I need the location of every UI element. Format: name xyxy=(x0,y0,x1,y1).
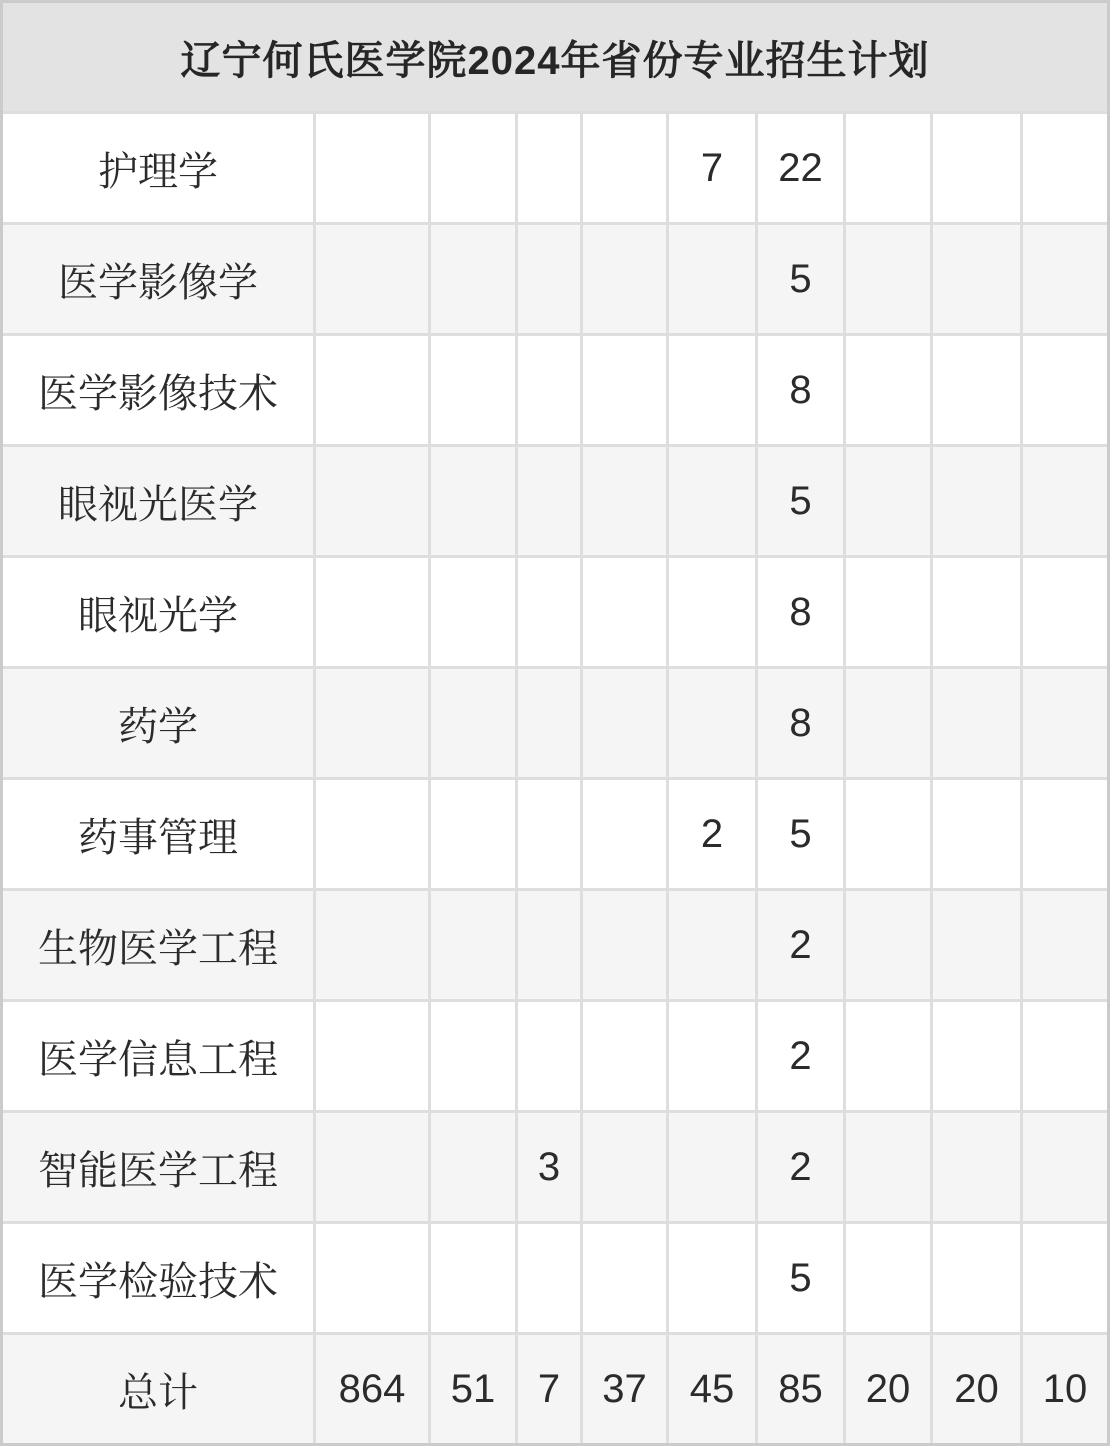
table-row xyxy=(3,669,1107,777)
table-row xyxy=(3,780,1107,888)
value-cell: 37 xyxy=(583,1335,666,1443)
value-cell xyxy=(583,1113,666,1221)
value-cell: 22 xyxy=(758,114,843,222)
table-row xyxy=(3,1113,1107,1221)
value-cell xyxy=(583,1002,666,1110)
value-cell xyxy=(846,1113,930,1221)
value-cell xyxy=(431,225,515,333)
major-name-cell: 眼视光医学 xyxy=(3,447,313,555)
major-name-cell: 智能医学工程 xyxy=(3,1113,313,1221)
value-cell: 10 xyxy=(1023,1335,1107,1443)
value-cell: 7 xyxy=(669,114,755,222)
value-cell xyxy=(431,336,515,444)
value-cell xyxy=(1023,558,1107,666)
table-row xyxy=(3,225,1107,333)
value-cell xyxy=(933,114,1020,222)
value-cell: 2 xyxy=(758,891,843,999)
value-cell xyxy=(431,780,515,888)
value-cell xyxy=(846,780,930,888)
value-cell xyxy=(1023,225,1107,333)
value-cell xyxy=(518,891,580,999)
value-cell xyxy=(1023,1224,1107,1332)
value-cell: 45 xyxy=(669,1335,755,1443)
value-cell: 8 xyxy=(758,336,843,444)
value-cell: 2 xyxy=(669,780,755,888)
major-name-cell: 药学 xyxy=(3,669,313,777)
value-cell: 2 xyxy=(758,1002,843,1110)
value-cell xyxy=(933,780,1020,888)
value-cell xyxy=(316,891,428,999)
major-name-cell: 医学影像学 xyxy=(3,225,313,333)
value-cell xyxy=(518,225,580,333)
value-cell xyxy=(933,225,1020,333)
value-cell xyxy=(846,1002,930,1110)
table-row xyxy=(3,336,1107,444)
value-cell xyxy=(583,1224,666,1332)
value-cell xyxy=(846,225,930,333)
value-cell xyxy=(431,114,515,222)
value-cell xyxy=(846,114,930,222)
table-row xyxy=(3,447,1107,555)
value-cell xyxy=(583,558,666,666)
value-cell xyxy=(431,447,515,555)
value-cell: 5 xyxy=(758,225,843,333)
value-cell xyxy=(316,114,428,222)
value-cell: 20 xyxy=(846,1335,930,1443)
value-cell xyxy=(316,669,428,777)
value-cell xyxy=(933,447,1020,555)
value-cell: 51 xyxy=(431,1335,515,1443)
value-cell xyxy=(669,891,755,999)
major-name-cell: 医学信息工程 xyxy=(3,1002,313,1110)
value-cell xyxy=(933,1002,1020,1110)
value-cell xyxy=(583,891,666,999)
value-cell xyxy=(316,225,428,333)
table-row xyxy=(3,891,1107,999)
value-cell: 5 xyxy=(758,447,843,555)
value-cell xyxy=(316,780,428,888)
value-cell xyxy=(518,669,580,777)
value-cell xyxy=(518,780,580,888)
value-cell xyxy=(846,669,930,777)
major-name-cell: 生物医学工程 xyxy=(3,891,313,999)
value-cell xyxy=(518,336,580,444)
value-cell xyxy=(846,1224,930,1332)
value-cell: 3 xyxy=(518,1113,580,1221)
major-name-cell: 总计 xyxy=(3,1335,313,1443)
value-cell xyxy=(1023,1002,1107,1110)
value-cell xyxy=(583,114,666,222)
value-cell xyxy=(846,336,930,444)
value-cell: 20 xyxy=(933,1335,1020,1443)
value-cell xyxy=(431,1113,515,1221)
value-cell xyxy=(431,669,515,777)
value-cell xyxy=(669,558,755,666)
value-cell xyxy=(669,669,755,777)
value-cell xyxy=(1023,891,1107,999)
value-cell xyxy=(846,891,930,999)
value-cell: 8 xyxy=(758,558,843,666)
value-cell xyxy=(583,669,666,777)
major-name-cell: 医学影像技术 xyxy=(3,336,313,444)
value-cell xyxy=(933,1113,1020,1221)
table-row xyxy=(3,1335,1107,1443)
table-row xyxy=(3,1224,1107,1332)
value-cell: 864 xyxy=(316,1335,428,1443)
major-name-cell: 药事管理 xyxy=(3,780,313,888)
value-cell xyxy=(518,1002,580,1110)
value-cell xyxy=(431,1002,515,1110)
value-cell xyxy=(1023,114,1107,222)
value-cell xyxy=(933,1224,1020,1332)
value-cell xyxy=(583,447,666,555)
value-cell: 8 xyxy=(758,669,843,777)
major-name-cell: 医学检验技术 xyxy=(3,1224,313,1332)
value-cell: 5 xyxy=(758,1224,843,1332)
value-cell xyxy=(669,1113,755,1221)
value-cell xyxy=(316,558,428,666)
value-cell xyxy=(431,1224,515,1332)
value-cell xyxy=(518,558,580,666)
table-row xyxy=(3,1002,1107,1110)
value-cell xyxy=(1023,780,1107,888)
value-cell xyxy=(1023,1113,1107,1221)
value-cell xyxy=(583,225,666,333)
value-cell xyxy=(846,447,930,555)
table-row xyxy=(3,114,1107,222)
value-cell xyxy=(846,558,930,666)
value-cell xyxy=(518,114,580,222)
value-cell xyxy=(669,1224,755,1332)
value-cell xyxy=(583,336,666,444)
value-cell xyxy=(316,1002,428,1110)
value-cell xyxy=(933,669,1020,777)
table-row xyxy=(3,558,1107,666)
value-cell xyxy=(1023,336,1107,444)
value-cell xyxy=(316,1113,428,1221)
value-cell: 2 xyxy=(758,1113,843,1221)
value-cell: 85 xyxy=(758,1335,843,1443)
table-title: 辽宁何氏医学院2024年省份专业招生计划 xyxy=(3,3,1107,111)
value-cell xyxy=(1023,669,1107,777)
value-cell xyxy=(583,780,666,888)
value-cell: 5 xyxy=(758,780,843,888)
value-cell xyxy=(1023,447,1107,555)
value-cell xyxy=(431,891,515,999)
major-name-cell: 眼视光学 xyxy=(3,558,313,666)
value-cell xyxy=(431,558,515,666)
major-name-cell: 护理学 xyxy=(3,114,313,222)
value-cell xyxy=(316,447,428,555)
value-cell xyxy=(669,225,755,333)
value-cell xyxy=(316,1224,428,1332)
value-cell xyxy=(933,336,1020,444)
value-cell xyxy=(669,447,755,555)
value-cell xyxy=(669,336,755,444)
value-cell xyxy=(669,1002,755,1110)
value-cell xyxy=(518,447,580,555)
value-cell xyxy=(933,891,1020,999)
value-cell: 7 xyxy=(518,1335,580,1443)
value-cell xyxy=(933,558,1020,666)
value-cell xyxy=(518,1224,580,1332)
value-cell xyxy=(316,336,428,444)
